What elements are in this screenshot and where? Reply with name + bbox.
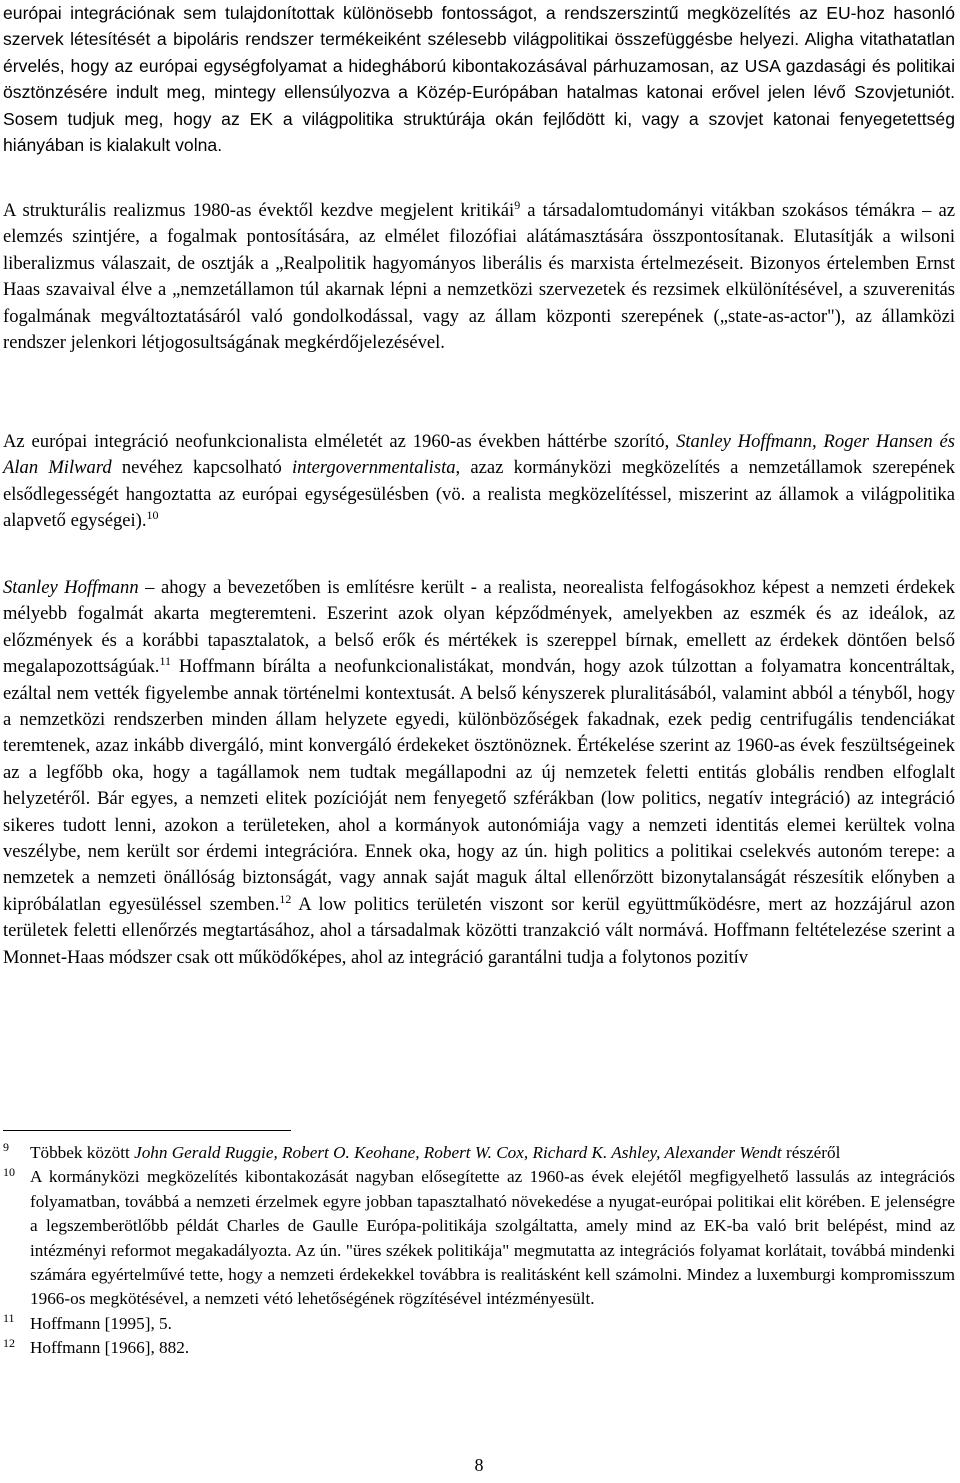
paragraph-3 (3, 429, 955, 535)
footnote-10: 10 A kormányközi megközelítés kibontakozását nagyban elősegítette az 1960-as évek elejétől megfigyelhető lassulás az integrációs folyamatban, továbbá a nemzeti érzelmek egyre jobban tapasztalható növekedése a nyugat-európai politikai elit körében. E jelenségre a legszemberötlőbb példát Charles de Gaulle Európa-politikája szolgáltatta, amely mind az EK-ba való brit belépést, mind az intézményi reformot megakadályozta. Az ún. "üres székek politikája" megmutatta az integrációs folyamat korlátait, továbbá mindenki számára egyértelművé tette, hogy a nemzeti érdekekkel továbbra is realitásként kell számolni. Mindez a luxemburgi kompromisszum 1966-os megkötésével, a nemzeti vétó lehetőségének rögzítésével intézményesült. (3, 1164, 955, 1309)
footnote-text: Hoffmann [1966], 882. (30, 1338, 190, 1358)
footnote-12: 12 Hoffmann [1966], 882. (3, 1335, 190, 1358)
paragraph-1-text: európai integrációnak sem tulajdonítottak különösebb fontosságot, a rendszerszintű megközelítés az EU-hoz hasonló szervek létesítését a bipoláris rendszer termékeiként szélesebb világpolitikai összefüggésbe helyezi. Aligha vitathatatlan érvelés, hogy az európai egységfolyamat a hidegháború kibontakozásával párhuzamosan, az USA gazdasági és politikai ösztönzésére indult meg, mintegy ellensúlyozva a Közép-Európában hatalmas katonai erővel jelen lévő Szovjetuniót. (3, 3, 955, 103)
paragraph-2-text-cont: a társadalomtudományi vitákban szokásos témákra – az elemzés szintjére, a fogalmak pontosítására, az elmélet filozófiai alátámasztására összpontosítanak. Elutasítják a wilsoni liberalizmus válaszait, de osztják a „Realpolitik hagyományos liberális és marxista értelmezéseit. Bizonyos értelemben Ernst Haas szavaival élve a „nemzetállamon túl akarnak lépni a nemzetközi szervezetek és rezsimek elkülönítésével, a szuverenitás fogalmának megváltoztatásáról való gondolkodással, vagy az állam központi szerepének („state-as-actor"), az államközi rendszer jelenkori létjogosultságának megkérdőjelezésével. (3, 200, 955, 354)
footnote-text: Többek között (30, 1143, 135, 1162)
footnote-text-end: részéről (781, 1143, 841, 1162)
paragraph-3-text: Az európai integráció neofunkcionalista elméletét az 1960-as években háttérbe szorító, (3, 431, 677, 452)
paragraph-1-text-cont: Sosem tudjuk meg, hogy az EK a világpolitika struktúrája okán fejlődött ki, vagy a szovjet katonai fenyegetettség hiányában is kialakult volna. (3, 108, 955, 156)
paragraph-3-text-mid: nevéhez kapcsolható (111, 457, 292, 479)
footnote-9: 9 Többek között John Gerald Ruggie, Robert O. Keohane, Robert W. Cox, Richard K. Ashley, Alexander Wendt részéről (3, 1140, 841, 1162)
page-number: 8 (474, 1455, 484, 1475)
footnote-separator (3, 1130, 291, 1131)
footnote-author-names: John Gerald Ruggie, Robert O. Keohane, Robert W. Cox, Richard K. Ashley, Alexander Wendt (134, 1143, 782, 1162)
paragraph-4-text-mid: Hoffmann bírálta a neofunkcionalistákat, mondván, hogy azok túlzottan a folyamatra koncentráltak, ezáltal nem vették figyelembe annak történelmi kontextusát. A belső kényszerek pluralitásából, valamint abból a tényből, hogy a nemzetközi rendszerben minden állam helyzete egyedi, különbözőségek fakadnak, ezek pedig centrifugális tendenciákat teremtenek, azaz inkább divergáló, mint konvergáló érdekeket ösztönöznek. Értékelése szerint az 1960-as évek feszültségeinek az a legfőbb oka, hogy a tagállamok nem tudtak megállapodni az új nemzetek feletti entitás globális rendben elfoglalt helyzetéről. Bár egyes, a nemzeti elitek pozícióját nem fenyegető szférákban (low politics, negatív integráció) az integráció sikeres tudott lenni, azokon a területeken, ahol a kormányok autonómiája vagy a nemzeti identitás elemei kerültek volna veszélybe, nem került sor érdemi integrációra. Ennek oka, hogy az ún. high politics a politikai cselekvés autonóm terepe: a nemzetek a nemzeti önállóság biztonságát, vagy annak saját maguk által ellenőrzött bizonytalanságát részesítik előnyben a kipróbálatlan egyesüléssel szemben. (3, 656, 955, 915)
paragraph-4-text: – ahogy a bevezetőben is említésre került - a realista, neorealista felfogásokhoz képest a nemzeti érdekek mélyebb fogalmát akarta megteremteni. Eszerint azok olyan képződmények, amelyekben az eszmék és az ideálok, az előzmények és a korábbi tapasztalatok, a belső erők és mértékek is szereppel bírnak, emellett az érdekek döntően belső megalapozottságúak. (3, 577, 955, 678)
paragraph-4 (3, 575, 955, 971)
paragraph-4-author-name: Stanley Hoffmann (3, 577, 139, 598)
footnote-11: 11 Hoffmann [1995], 5. (3, 1311, 172, 1333)
footnote-ref-12: 12 (279, 891, 292, 906)
footnote-ref-10: 10 (146, 508, 159, 523)
footnote-ref-11: 11 (159, 654, 172, 669)
footnote-ref-9: 9 (514, 197, 521, 212)
paragraph-1 (3, 0, 955, 158)
paragraph-3-author-names: Stanley Hoffmann, Roger Hansen és Alan Milward (3, 431, 955, 479)
footnote-text: A kormányközi megközelítés kibontakozását nagyban elősegítette az 1960-as évek elejétől megfigyelhető lassulás az integrációs folyamatban, továbbá a nemzeti érzelmek egyre jobban tapasztalható növekedése a nyugat-európai politikai elit körében. E jelenségre a legszemberötlőbb példát Charles de Gaulle Európa-politikája szolgáltatta, amely mind az EK-ba való brit belépést, mind az intézményi reformot megakadályozta. Az ún. "üres székek politikája" megmutatta az integrációs folyamat korlátait, továbbá mindenki számára egyértelművé tette, hogy a nemzeti érdekekkel továbbra is realitásként kell számolni. Mindez a luxemburgi kompromisszum 1966-os megkötésével, a nemzeti vétó lehetőségének rögzítésével intézményesült. (30, 1167, 955, 1309)
footnote-text: Hoffmann [1995], 5. (30, 1313, 172, 1333)
footnotes (3, 1141, 955, 1361)
paragraph-3-term: intergovernmentalista (292, 457, 456, 479)
paragraph-2 (3, 198, 955, 356)
paragraph-3-text-end: , azaz kormányközi megközelítés a nemzetállamok szerepének elsődlegességét hangoztatta az európai egységesülésben (vö. a realista megközelítéssel, miszerint az államok a világpolitika alapvető egységei). (3, 457, 955, 532)
paragraph-2-text: A strukturális realizmus 1980-as évektől kezdve megjelent kritikái (3, 200, 515, 221)
paragraph-4-text-end: A low politics területén viszont sor kerül együttműködésre, mert az hozzájárul azon területek feletti ellenőrzés megtartásához, ahol a társadalmak közötti tranzakció vált normává. Hoffmann feltételezése szerint a Monnet-Haas módszer csak ott működőképes, ahol az integráció garantálni tudja a folytonos pozitív (3, 893, 955, 968)
